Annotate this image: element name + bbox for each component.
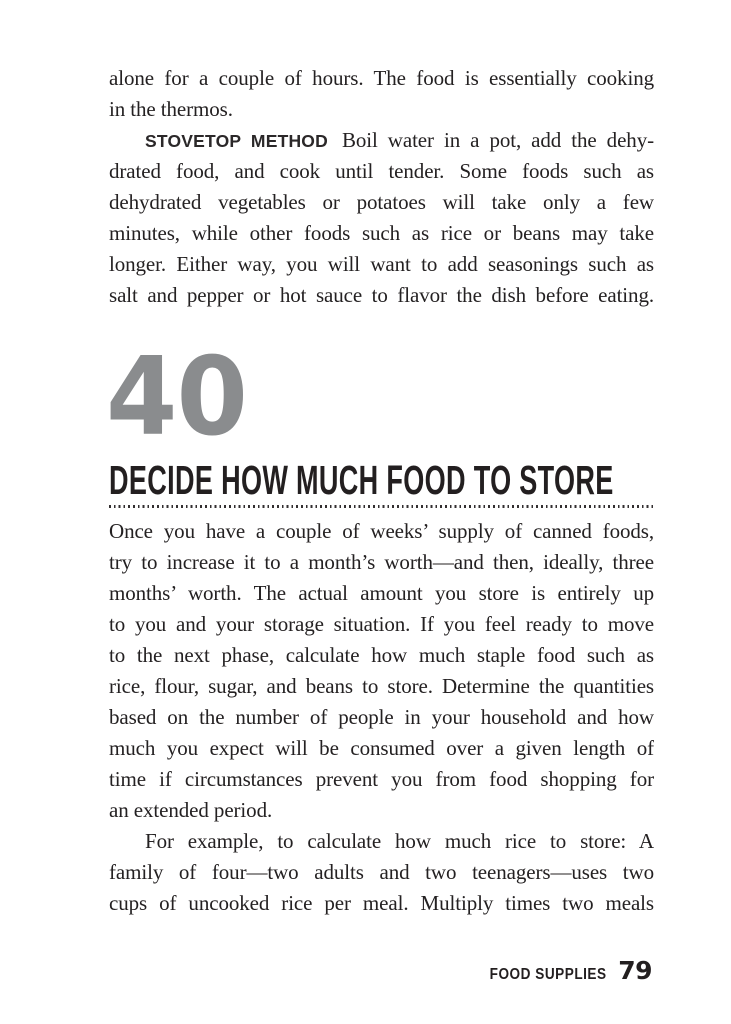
text-line: in the thermos. [109, 97, 233, 121]
section-heading [109, 457, 731, 503]
text-line: STOVETOP METHOD Boil water in a pot, add the dehy- [145, 128, 654, 152]
page-footer [469, 956, 652, 985]
text-line: longer. Either way, you will want to add seasonings such as [109, 252, 654, 276]
text-line: to the next phase, calculate how much staple food such as [109, 643, 654, 667]
text-line: months’ worth. The actual amount you store is entirely up [109, 581, 654, 605]
footer-section-label: FOOD SUPPLIES [489, 966, 607, 983]
text-line: salt and pepper or hot sauce to flavor the dish before eating. [109, 283, 654, 307]
dotted-rule [109, 505, 654, 508]
text-line: minutes, while other foods such as rice or beans may take [109, 221, 654, 245]
footer-page-number: 79 [618, 956, 652, 985]
text-line: alone for a couple of hours. The food is essentially cooking [109, 66, 654, 90]
tip-number: 40 [106, 335, 247, 460]
text-line: rice, flour, sugar, and beans to store. Determine the quantities [109, 674, 654, 698]
text-line: cups of uncooked rice per meal. Multiply times two meals [109, 891, 654, 915]
text-line: dehydrated vegetables or potatoes will take only a few [109, 190, 654, 214]
method-label: STOVETOP METHOD [145, 131, 328, 151]
text-line: Once you have a couple of weeks’ supply of canned foods, [109, 519, 654, 543]
text-line: to you and your storage situation. If you feel ready to move [109, 612, 654, 636]
text-line: based on the number of people in your household and how [109, 705, 654, 729]
text-line: time if circumstances prevent you from food shopping for [109, 767, 654, 791]
text-line: family of four—two adults and two teenagers—uses two [109, 860, 654, 884]
text-line: try to increase it to a month’s worth—and then, ideally, three [109, 550, 654, 574]
section-heading-text: DECIDE HOW MUCH FOOD TO STORE [109, 457, 614, 503]
text-line: For example, to calculate how much rice to store: A [145, 829, 654, 853]
body-paragraphs [109, 516, 654, 919]
text-line: an extended period. [109, 798, 273, 822]
intro-paragraphs [109, 63, 654, 311]
text-line: much you expect will be consumed over a given length of [109, 736, 654, 760]
text-line: drated food, and cook until tender. Some foods such as [109, 159, 654, 183]
